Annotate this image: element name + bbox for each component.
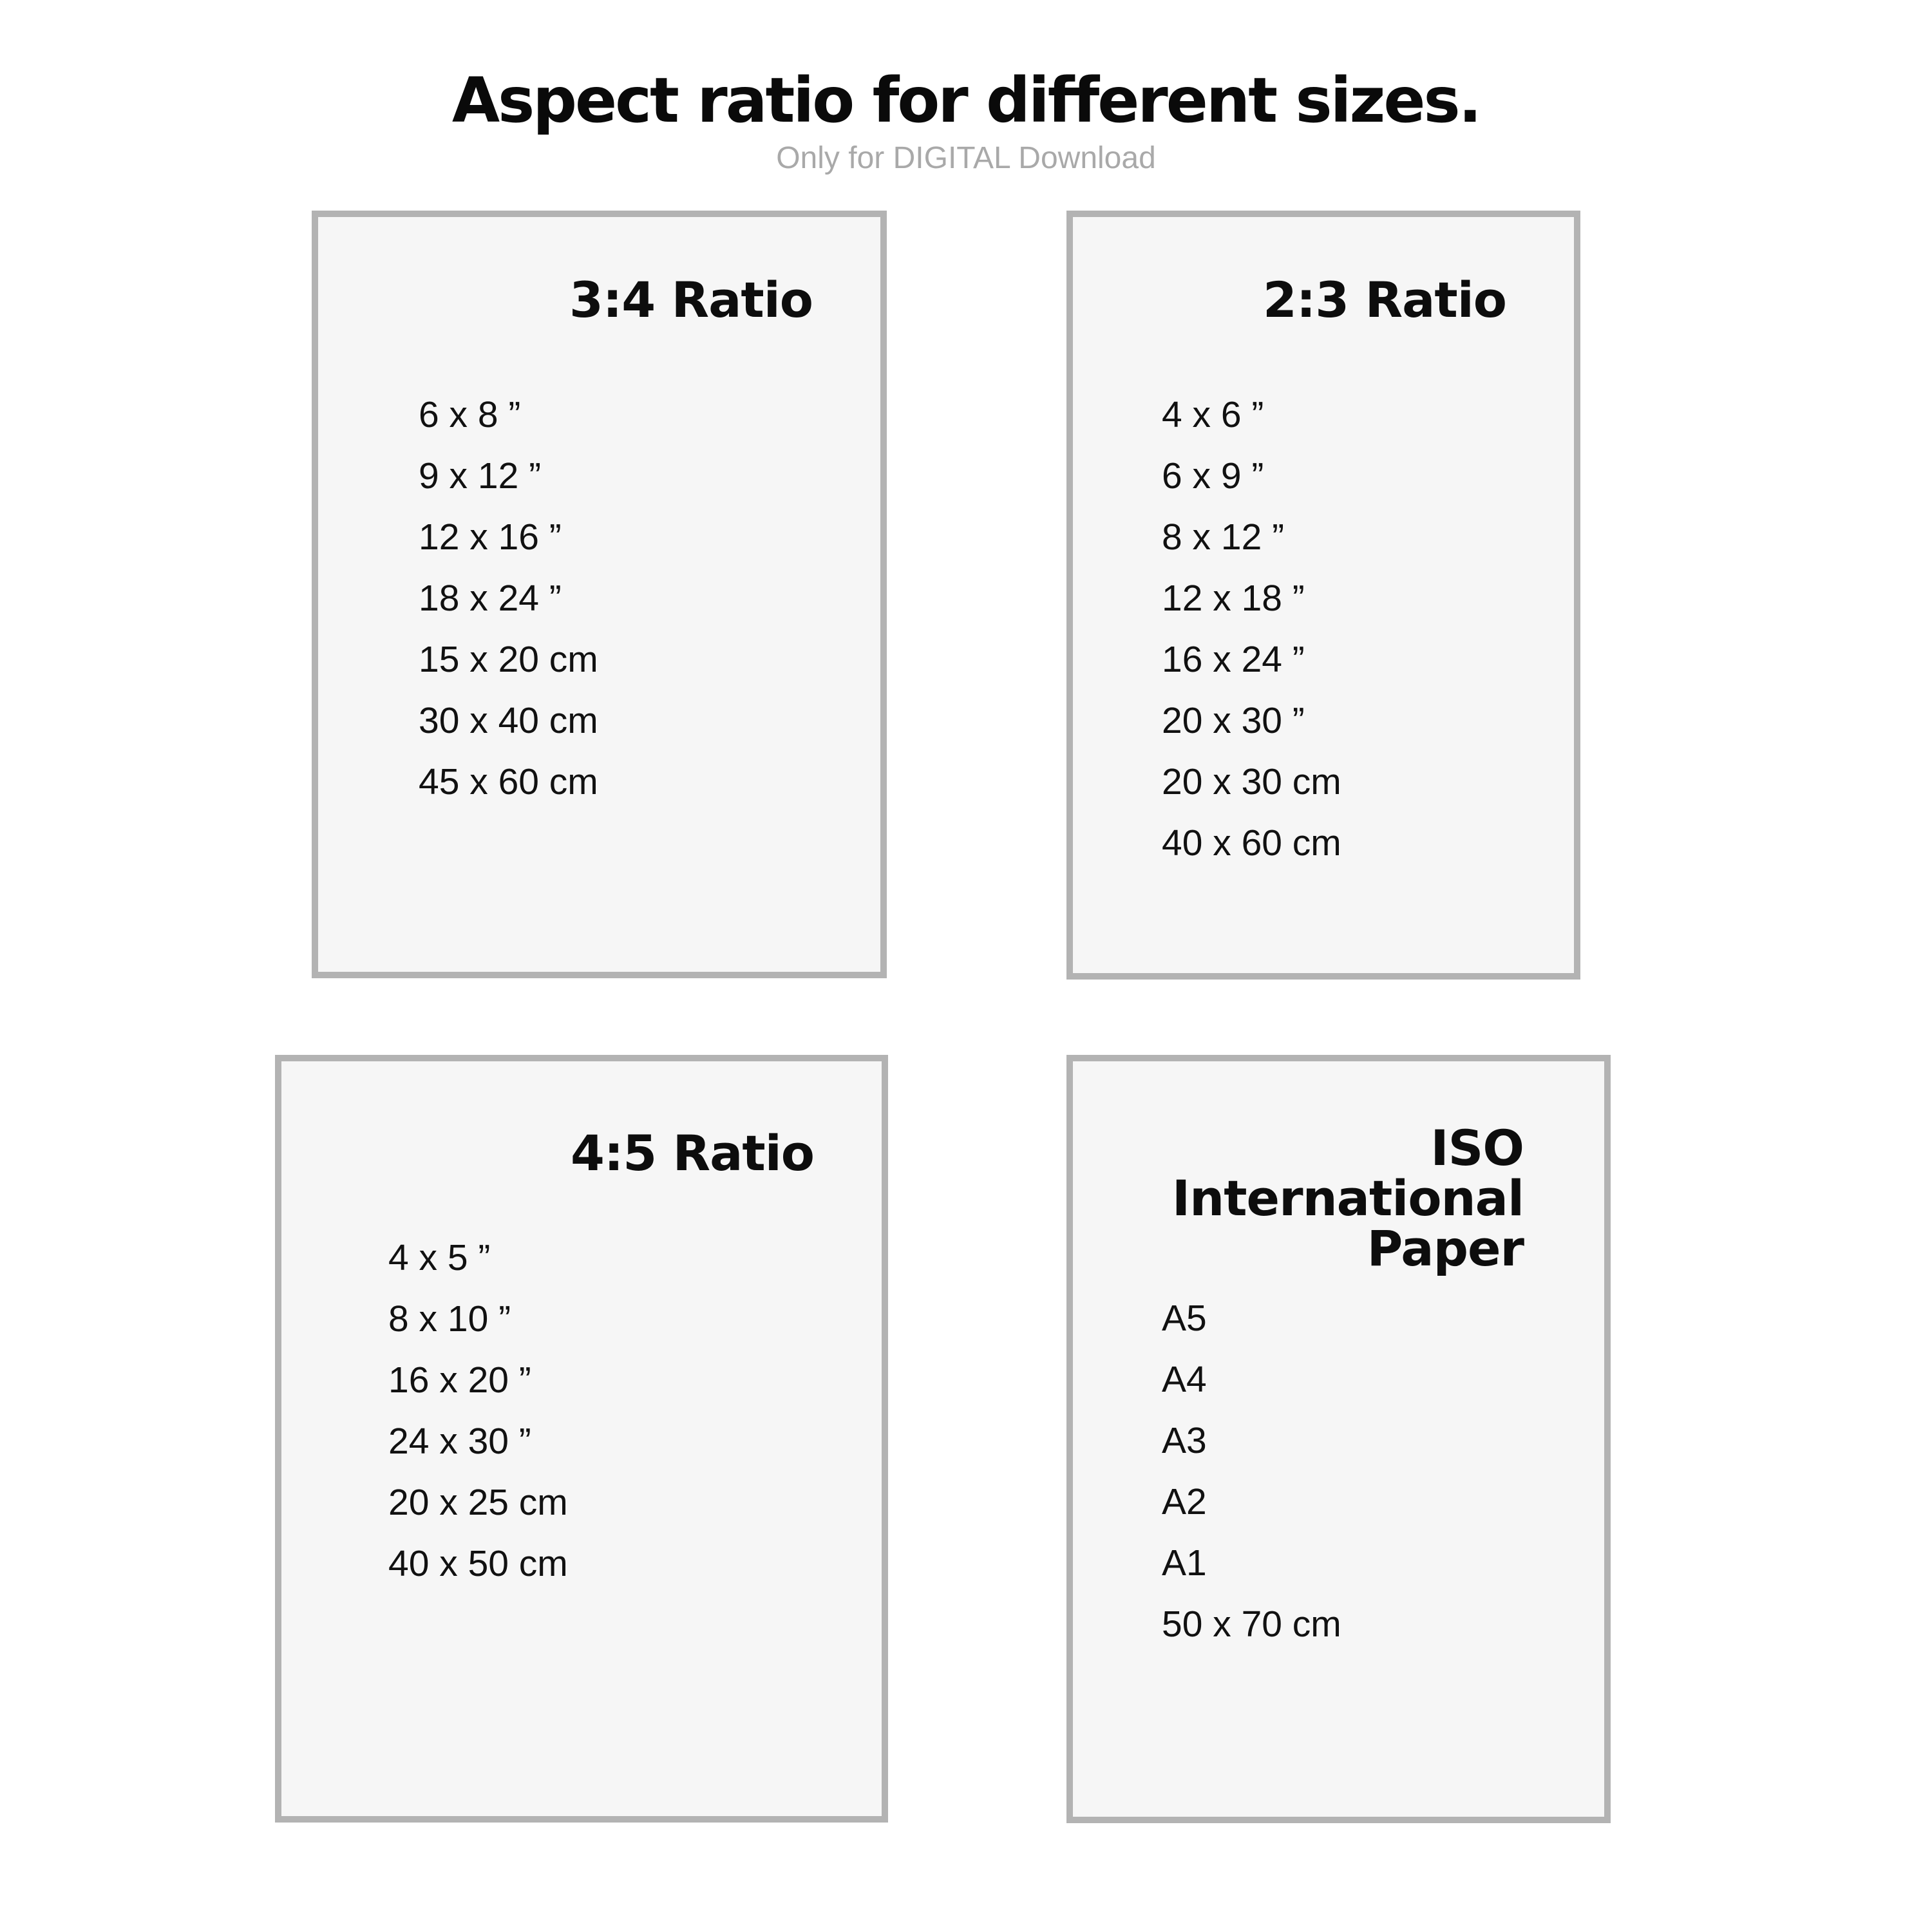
size-item: 6 x 8 ” [419,394,521,435]
size-item: 16 x 20 ” [388,1359,531,1401]
size-item: 15 x 20 cm [419,639,598,680]
size-item: A1 [1162,1542,1207,1584]
size-item: 50 x 70 cm [1162,1604,1341,1645]
size-item: 12 x 16 ” [419,516,562,558]
size-item: 12 x 18 ” [1162,578,1305,619]
card-title-line: Paper [1367,1220,1524,1277]
size-item: 8 x 10 ” [388,1298,511,1340]
size-item: 8 x 12 ” [1162,516,1285,558]
size-item: 9 x 12 ” [419,455,542,497]
iso-paper-card [1066,1055,1611,1823]
card-title [1171,1119,1524,1277]
size-item: 18 x 24 ” [419,578,562,619]
ratio-card-4-5 [275,1055,888,1823]
size-item: A5 [1162,1298,1207,1339]
size-item: 4 x 6 ” [1162,394,1264,435]
ratio-card-3-4 [312,211,887,978]
size-item: 20 x 30 ” [1162,700,1305,741]
size-item: 20 x 25 cm [388,1482,568,1523]
size-item: 4 x 5 ” [388,1237,491,1278]
card-title: 2:3 Ratio [1262,271,1506,328]
size-item: 20 x 30 cm [1162,761,1341,802]
size-item: 45 x 60 cm [419,761,598,802]
card-title: 3:4 Ratio [569,271,813,328]
size-item: A3 [1162,1420,1207,1461]
card-title-line: ISO [1430,1119,1524,1177]
page-subtitle: Only for DIGITAL Download [776,141,1156,175]
size-item: A2 [1162,1481,1207,1522]
ratio-card-2-3 [1066,211,1580,980]
size-item: 24 x 30 ” [388,1421,531,1462]
size-item: 40 x 50 cm [388,1543,568,1584]
card-title-line: International [1171,1170,1524,1227]
size-item: 16 x 24 ” [1162,639,1305,680]
size-list [1162,384,1341,874]
size-list [388,1227,568,1595]
size-item: 30 x 40 cm [419,700,598,741]
size-item: 40 x 60 cm [1162,822,1341,864]
size-item: A4 [1162,1359,1207,1400]
size-list [419,384,598,813]
size-list [1162,1288,1341,1655]
page-title: Aspect ratio for different sizes. [451,64,1481,137]
size-item: 6 x 9 ” [1162,455,1264,497]
card-title: 4:5 Ratio [570,1124,814,1182]
